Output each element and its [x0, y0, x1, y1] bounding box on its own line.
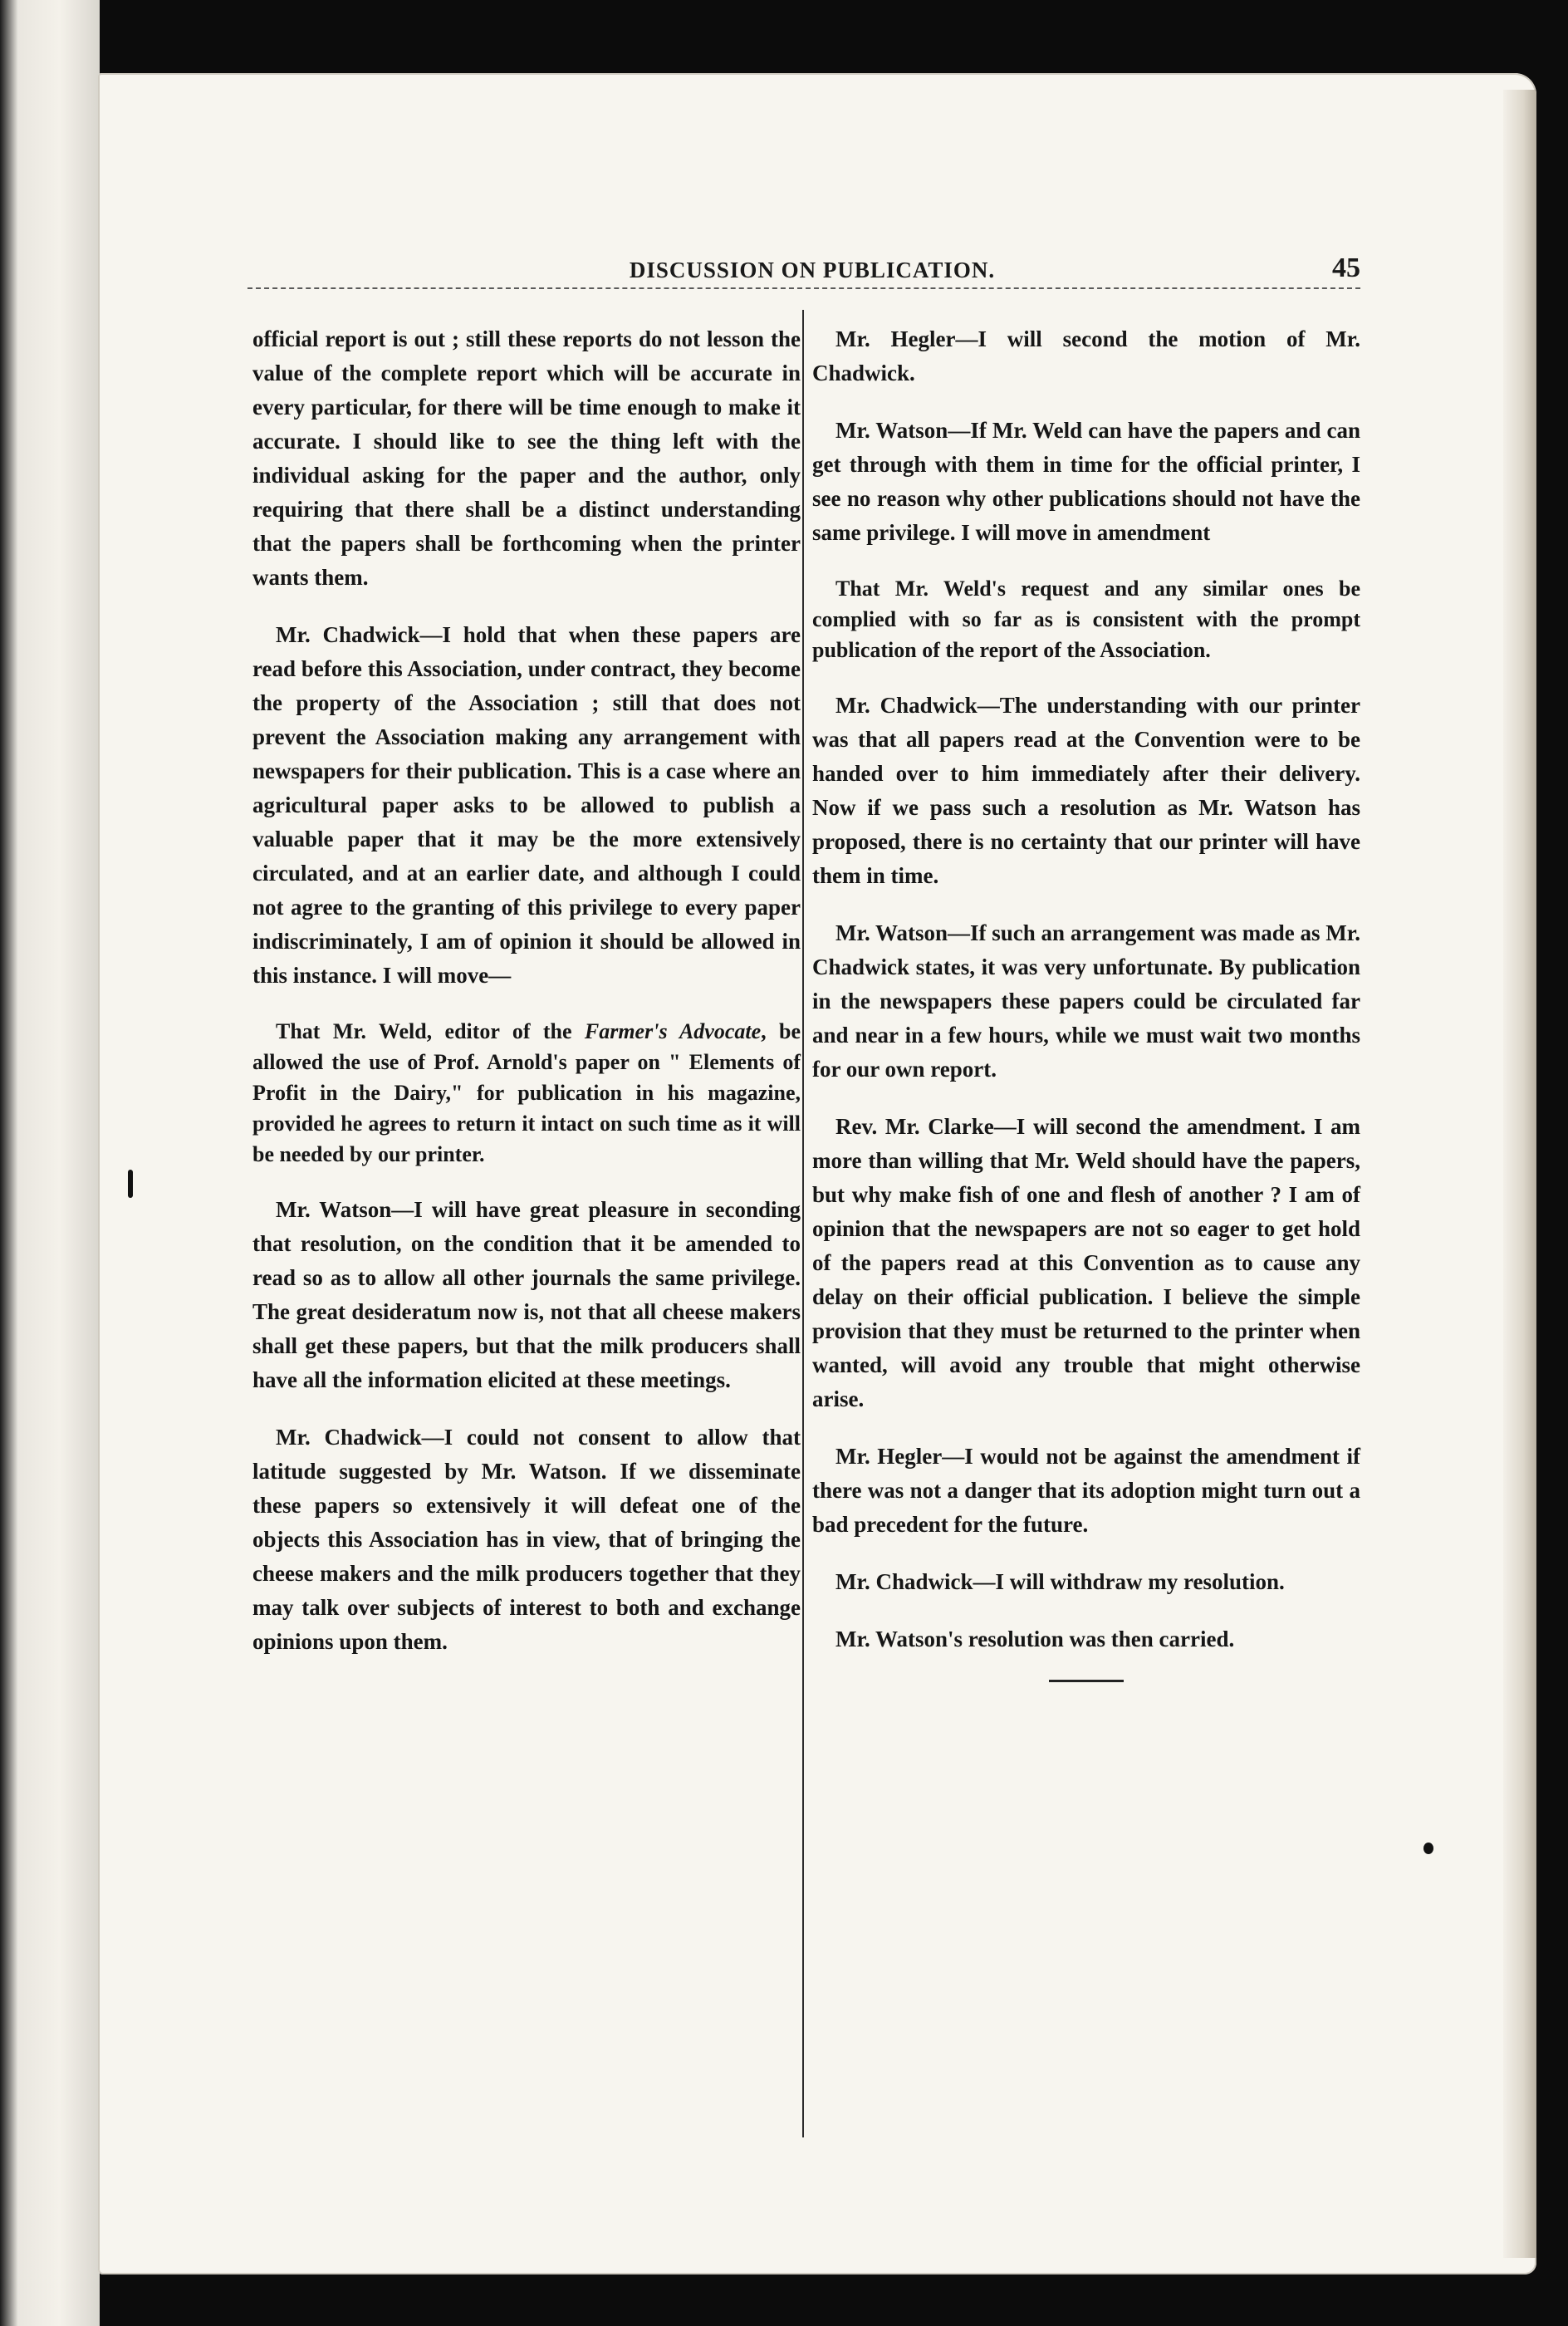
paragraph: Mr. Watson—If such an arrangement was made as Mr. Chadwick states, it was very unfortunate. By publication in the newspapers these papers could be circulated far and near in a few hours, while we must wait two months for our own report.: [812, 920, 1361, 1082]
page-fore-edge: [1503, 90, 1536, 2258]
paragraph: Mr. Hegler—I would not be against the amendment if there was not a danger that its adoption might turn out a bad precedent for the future.: [812, 1444, 1360, 1537]
left-column: [252, 322, 801, 1682]
resolution-text: [252, 1016, 801, 1170]
closing-paragraph: Mr. Watson's resolution was then carried.: [835, 1627, 1235, 1651]
page-number: 45: [1332, 253, 1360, 283]
ink-speck: [1423, 1843, 1433, 1854]
publication-title: Farmer's Advocate: [584, 1019, 762, 1043]
paragraph: Mr. Chadwick—I hold that when these papers are read before this Association, under contract, they become the property of the Association ; still that does not prevent the Association making any arrangement with newspapers for their publication. This is a case where an agricultural paper asks to be allowed to publish a valuable paper that it may be the more extensively circulated, and at an earlier date, and although I could not agree to the granting of this privilege to every paper indiscriminately, I am of opinion it should be allowed in this instance. I will move—: [252, 622, 801, 988]
running-head: [98, 253, 1536, 299]
paragraph: Mr. Chadwick—The understanding with our printer was that all papers read at the Convention were to be handed over to him immediately after their delivery. Now if we pass such a resolution as Mr. Watson has proposed, there is no certainty that our printer will have them in time.: [812, 693, 1360, 888]
resolution-text-start: That Mr. Weld, editor of the: [276, 1019, 585, 1043]
right-column: [812, 322, 1360, 1682]
ink-speck: [128, 1170, 133, 1198]
paragraph: official report is out ; still these reports do not lesson the value of the complete report which will be accurate in every particular, for there will be time enough to make it accurate. I should like to see the thing left with the individual asking for the paper and the author, only requiring that there shall be a distinct understanding that the papers shall be forthcoming when the printer wants them.: [252, 326, 801, 590]
running-title: DISCUSSION ON PUBLICATION.: [629, 258, 996, 282]
paragraph: Mr. Chadwick—I will withdraw my resolution.: [835, 1569, 1285, 1594]
column-divider: [802, 310, 804, 2137]
paragraph: Mr. Watson—I will have great pleasure in seconding that resolution, on the condition that it be amended to read so as to allow all other journals the same privilege. The great desideratum now is, not that all cheese makers shall get these papers, but that the milk producers shall have all the information elicited at these meetings.: [252, 1197, 801, 1392]
paragraph: Mr. Watson—If Mr. Weld can have the papers and can get through with them in time for the official printer, I see no reason why other publications should not have the same privilege. I will move in amendment: [812, 418, 1360, 545]
previous-page-edge: [0, 0, 100, 2326]
paragraph: Mr. Chadwick—I could not consent to allow that latitude suggested by Mr. Watson. If we disseminate these papers so extensively it will defeat one of the objects this Association has in view, that of bringing the cheese makers and the milk producers together that they may talk over subjects of interest to both and exchange opinions upon them.: [252, 1425, 801, 1654]
resolution-text-end: , be allowed the use of Prof. Arnold's paper on " Elements of Profit in the Dairy," for publication in his magazine, provided he agrees to return it intact on such time as it will be needed by our printer.: [252, 1019, 801, 1166]
paragraph: Mr. Hegler—I will second the motion of Mr. Chadwick.: [812, 326, 1360, 385]
header-rule: [247, 287, 1360, 289]
end-rule: [1049, 1680, 1124, 1682]
book-page: [98, 73, 1536, 2274]
amendment-text: That Mr. Weld's request and any similar ones be complied with so far as is consistent with the prompt publication of the report of the Association.: [812, 577, 1360, 662]
paragraph: Rev. Mr. Clarke—I will second the amendment. I am more than willing that Mr. Weld should have the papers, but why make fish of one and flesh of another ? I am of opinion that the newspapers are not so eager to get hold of the papers read at this Convention as to cause any delay on their official publication. I believe the simple provision that they must be returned to the printer when wanted, will avoid any trouble that might otherwise arise.: [812, 1114, 1360, 1411]
